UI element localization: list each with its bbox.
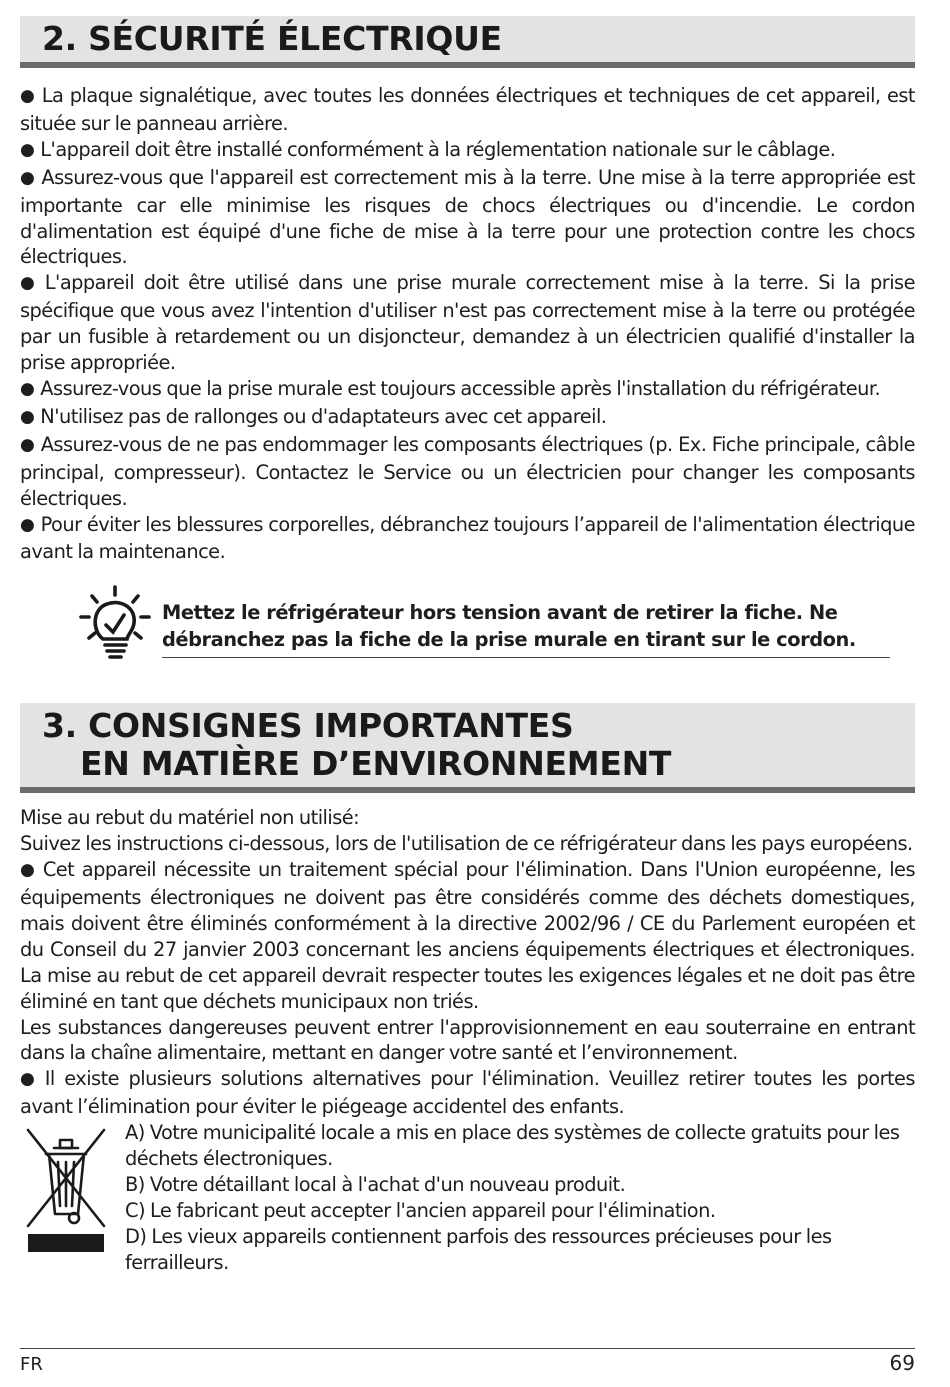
options-list bbox=[125, 1120, 915, 1275]
list-item: ● L'appareil doit être installé conformément à la réglementation nationale sur le câblage. bbox=[20, 137, 915, 165]
section-header-environment bbox=[20, 703, 915, 793]
language-code: FR bbox=[20, 1354, 43, 1375]
section-title-line2: EN MATIÈRE D’ENVIRONNEMENT bbox=[80, 744, 672, 784]
option-item: C) Le fabricant peut accepter l'ancien appareil pour l'élimination. bbox=[125, 1198, 716, 1222]
intro-line: Mise au rebut du matériel non utilisé: bbox=[20, 806, 360, 830]
list-item: ● La plaque signalétique, avec toutes les données électriques et techniques de cet appareil, est située sur le panneau arrière. bbox=[20, 83, 915, 137]
section-title-line1: 3. CONSIGNES IMPORTANTES bbox=[42, 706, 574, 746]
section-title: 2. SÉCURITÉ ÉLECTRIQUE bbox=[42, 19, 502, 58]
page-footer bbox=[20, 1348, 915, 1375]
option-item: A) Votre municipalité locale a mis en place des systèmes de collecte gratuits pour les déchets électroniques. bbox=[125, 1121, 900, 1171]
paragraph: Les substances dangereuses peuvent entrer l'approvisionnement en eau souterraine en entrant dans la chaîne alimentaire, mettant en danger votre santé et l’environnement. bbox=[20, 1015, 915, 1065]
lightbulb-check-icon bbox=[78, 583, 152, 663]
crossed-bin-icon bbox=[24, 1126, 108, 1256]
page-number: 69 bbox=[889, 1351, 915, 1375]
option-item: D) Les vieux appareils contiennent parfois des ressources précieuses pour les ferrailleurs. bbox=[125, 1224, 832, 1274]
electrical-safety-text bbox=[20, 83, 915, 565]
section-title bbox=[42, 707, 915, 783]
tip-note bbox=[20, 583, 915, 675]
list-item: ● Cet appareil nécessite un traitement spécial pour l'élimination. Dans l'Union européenne, les équipements électroniques ne doivent pas être considérés comme des déchets domestiques, mais doivent être éliminés conformément à la directive 2002/96 / CE du Parlement européen et du Conseil du 27 janvier 2003 concernant les anciens équipements électriques et électroniques. La mise au rebut de cet appareil devrait respecter toutes les exigences légales et ne doit pas être éliminé en tant que déchets municipaux non triés. bbox=[20, 857, 915, 1014]
list-item: ● Pour éviter les blessures corporelles, débranchez toujours l’appareil de l'alimentation électrique avant la maintenance. bbox=[20, 512, 915, 566]
list-item: ● Assurez-vous de ne pas endommager les composants électriques (p. Ex. Fiche principale, câble principal, compresseur). Contactez le Service ou un électricien pour changer les composants électriques. bbox=[20, 432, 915, 512]
page-content bbox=[20, 16, 915, 1276]
list-item: ● N'utilisez pas de rallonges ou d'adaptateurs avec cet appareil. bbox=[20, 404, 915, 432]
list-item: ● Assurez-vous que la prise murale est toujours accessible après l'installation du réfrigérateur. bbox=[20, 376, 915, 404]
list-item: ● Assurez-vous que l'appareil est correctement mis à la terre. Une mise à la terre appropriée est importante car elle minimise les risques de chocs électriques ou d'incendie. Le cordon d'alimentation est équipé d'une fiche de mise à la terre pour une protection contre les chocs électriques. bbox=[20, 165, 915, 271]
list-item: ● L'appareil doit être utilisé dans une prise murale correctement mise à la terre. Si la prise spécifique que vous avez l'intention d'utiliser n'est pas correctement mise à la terre ou protégée par un fusible à retardement ou un disjoncteur, demandez à un électricien qualifié d'installer la prise appropriée. bbox=[20, 270, 915, 376]
section-header-electrical-safety bbox=[20, 16, 915, 68]
environment-text bbox=[20, 805, 915, 1275]
tip-text: Mettez le réfrigérateur hors tension avant de retirer la fiche. Ne débranchez pas la fiche de la prise murale en tirant sur le cordon. bbox=[162, 599, 890, 658]
disposal-options bbox=[20, 1120, 915, 1275]
list-item: ● Il existe plusieurs solutions alternatives pour l'élimination. Veuillez retirer toutes les portes avant l’élimination pour éviter le piégeage accidentel des enfants. bbox=[20, 1066, 915, 1120]
option-item: B) Votre détaillant local à l'achat d'un nouveau produit. bbox=[125, 1173, 626, 1196]
intro-paragraph: Suivez les instructions ci-dessous, lors de l'utilisation de ce réfrigérateur dans les pays européens. bbox=[20, 832, 913, 856]
